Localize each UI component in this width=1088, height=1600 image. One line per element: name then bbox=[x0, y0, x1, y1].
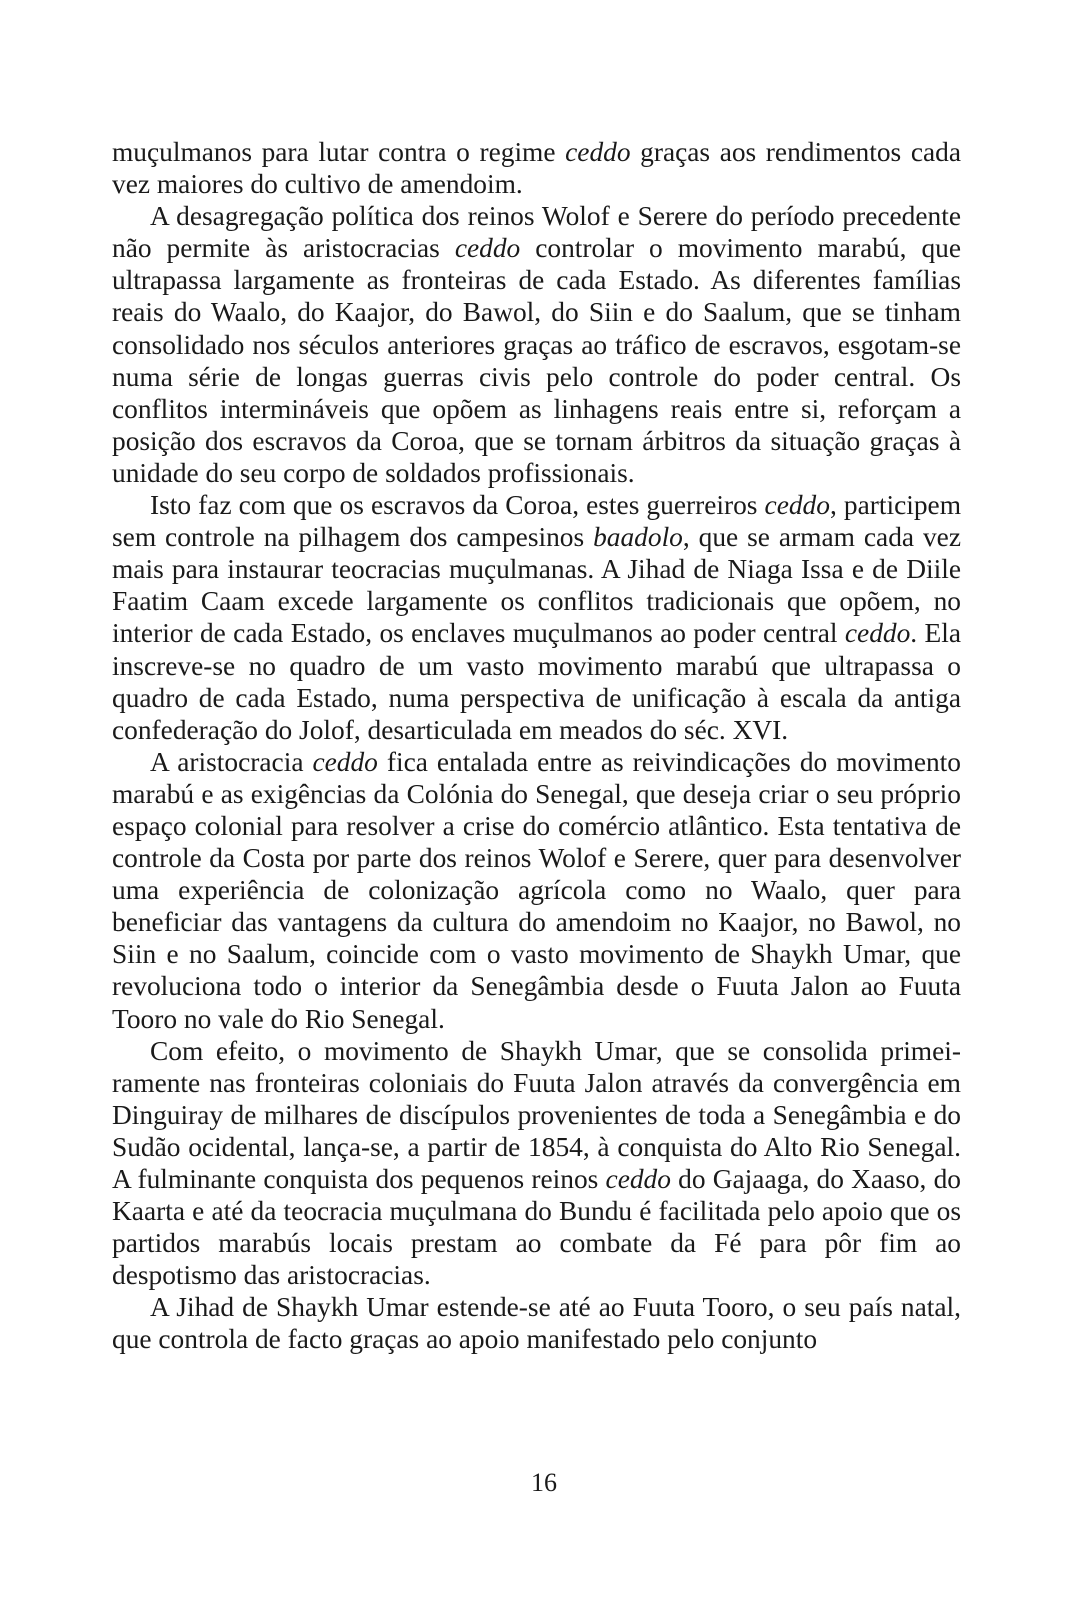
page-number: 16 bbox=[531, 1468, 557, 1497]
italic-term: baadolo bbox=[593, 522, 683, 553]
text-run: , participem sem controle na pilhagem dos campesinos bbox=[112, 490, 961, 553]
text-run: fica entalada entre as reivindicações do movimento marabú e as exigências da Colónia do Senegal, que deseja criar o seu próprio espaço colonial para resolver a crise do comércio atlântico. Esta tentativa de controle da Costa por parte dos reinos Wolof e Serere, quer para desenvolver uma experiência de colonização agrícola como no Waalo, quer para beneficiar das vantagens da cultura do amendoim no Kaajor, no Bawol, no Siin e no Saalum, coincide com o vasto movimento de Shaykh Umar, que revoluciona todo o interior da Senegâmbia desde o Fuuta Jalon ao Fuuta Tooro no vale do Rio Senegal. bbox=[112, 746, 961, 1034]
text-run: , que se armam cada vez mais para instaurar teocracias muçulmanas. A Jihad de Niaga Issa e de Diile Faatim Caam excede largamente os conflitos tradicionais que opõem, no interior de cada Estado, os enclaves muçulmanos ao poder central bbox=[112, 522, 961, 649]
paragraph-1 bbox=[112, 136, 961, 200]
text-run: A aristocracia bbox=[150, 746, 313, 777]
paragraph-5 bbox=[112, 1035, 961, 1292]
italic-term: ceddo bbox=[454, 233, 521, 264]
italic-term: ceddo bbox=[605, 1164, 671, 1194]
text-run: Isto faz com que os escravos da Coroa, estes guerreiros bbox=[150, 490, 765, 521]
text-run: A Jihad de Shaykh Umar estende-se até ao Fuuta Tooro, o seu país natal, que controla de facto graças ao apoio manifestado pelo conjunto bbox=[112, 1292, 961, 1355]
text-run: graças aos rendimentos cada vez maiores do cultivo de amendoim. bbox=[112, 137, 961, 200]
paragraph-3 bbox=[112, 489, 961, 746]
italic-term: ceddo bbox=[844, 618, 911, 649]
paragraph-4 bbox=[112, 746, 961, 1035]
italic-term: ceddo bbox=[764, 490, 830, 521]
text-run: Com efeito, o movimento de Shaykh Umar, que se consolida primeiramente nas fronteiras coloniais do Fuuta Jalon através da convergência em Dinguiray de milhares de discípulos provenientes de toda a Senegâmbia e do Sudão ocidental, lança-se, a partir de 1854, à conquista do Alto Rio Senegal. A fulminante conquista dos pequenos reinos bbox=[112, 1035, 961, 1194]
text-run: A desagregação política dos reinos Wolof e Serere do período precedente não permite às aristocracias bbox=[112, 201, 961, 264]
italic-term: ceddo bbox=[312, 746, 378, 777]
text-run: muçulmanos para lutar contra o regime bbox=[112, 137, 566, 167]
paragraph-6 bbox=[112, 1291, 961, 1355]
text-run: controlar o movimento marabú, que ultrapassa largamente as fronteiras de cada Estado. As diferentes famílias reais do Waalo, do Kaajor, do Bawol, do Siin e do Saalum, que se tinham consolidado nos séculos anteriores graças ao tráfico de escravos, esgotam-se numa série de longas guerras civis pelo controle do poder central. Os conflitos intermináveis que opõem as linhagens reais entre si, reforçam a posição dos escravos da Coroa, que se tornam árbitros da situação graças à unidade do seu corpo de soldados profissionais. bbox=[112, 233, 961, 488]
page-body bbox=[112, 136, 961, 1356]
text-run: . Ela inscreve-se no quadro de um vasto movimento marabú que ultrapassa o quadro de cada Estado, numa perspectiva de unificação à escala da antiga confederação do Jolof, desarticulada em meados do séc. XVI. bbox=[112, 618, 961, 745]
paragraph-2 bbox=[112, 200, 961, 489]
text-run: do Gajaaga, do Xaaso, do Kaarta e até da teocracia muçulmana do Bundu é facilitada pelo apoio que os partidos marabús locais prestam ao combate da Fé para pôr fim ao despotismo das aristocracias. bbox=[112, 1164, 961, 1291]
italic-term: ceddo bbox=[565, 137, 631, 167]
